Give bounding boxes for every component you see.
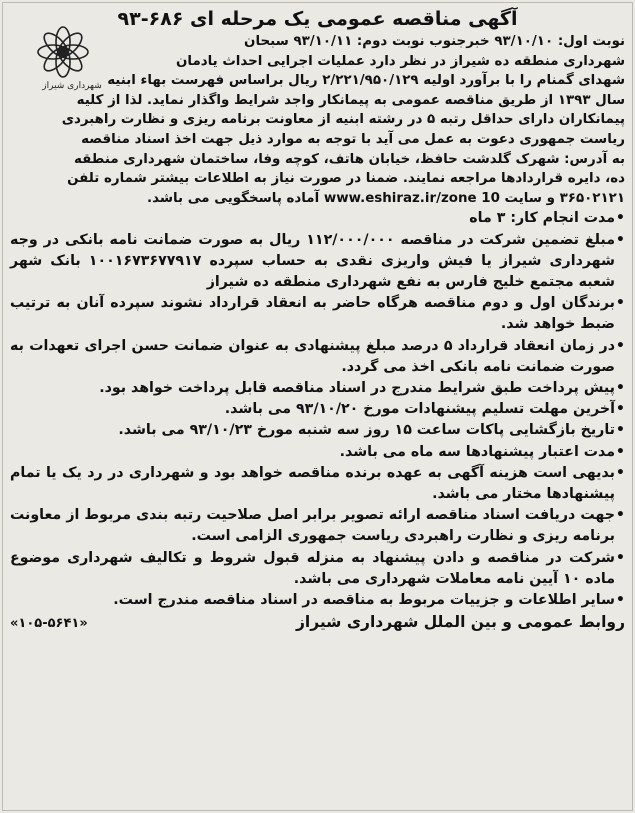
intro-line: شهدای گمنام را با برآورد اولیه ۲/۲۲۱/۹۵۰/۱۲۹ ریال براساس فهرست بهاء ابنیه	[107, 73, 625, 89]
footer-code: «۱۰۵-۵۶۴۱»	[10, 616, 88, 632]
intro-line: به آدرس: شهرک گلدشت حافظ، خیابان هاتف، کوچه وفا، ساختمان شهرداری منطقه	[74, 151, 625, 167]
condition-item: • سایر اطلاعات و جزییات مربوط به مناقصه در اسناد مناقصه مندرج است.	[10, 590, 625, 611]
condition-item: • پیش پرداخت طبق شرایط مندرج در اسناد مناقصه قابل پرداخت خواهد بود.	[10, 378, 625, 399]
condition-item: • برندگان اول و دوم مناقصه هرگاه حاضر به انعقاد قرارداد نشوند سپرده آنان به ترتیب ضبط خواهد شد.	[10, 293, 625, 335]
condition-item: • مدت اعتبار پیشنهادها سه ماه می باشد.	[10, 442, 625, 463]
intro-line: نوبت اول: ۹۳/۱۰/۱۰ خبرجنوب نوبت دوم: ۹۳/۱۰/۱۱ سبحان	[244, 34, 625, 49]
intro-line: سال ۱۳۹۳ از طریق مناقصه عمومی به پیمانکار واجد شرایط واگذار نماید. لذا از کلیه	[76, 92, 625, 108]
intro-line: ده، دایره قراردادها مراجعه نمایند. ضمنا در صورت نیاز به اطلاعات بیشتر شماره تلفن	[67, 171, 625, 187]
condition-item: • جهت دریافت اسناد مناقصه ارائه تصویر برابر اصل صلاحیت رتبه بندی مربوط از معاونت برنامه ریزی و نظارت راهبردی ریاست جمهوری الزامی است.	[10, 505, 625, 547]
intro-line: شهرداری منطقه ده شیراز در نظر دارد عملیات اجرایی احداث یادمان	[176, 53, 625, 69]
notice-title: آگهی مناقصه عمومی یک مرحله ای ۶۸۶-۹۳	[117, 8, 518, 30]
intro-line: ریاست جمهوری دعوت به عمل می آید با توجه به موارد ذیل جهت اخذ اسناد مناقصه	[81, 131, 625, 147]
condition-item: • بدیهی است هزینه آگهی به عهده برنده مناقصه خواهد بود و شهرداری در رد یک یا تمام پیشنهادها مختار می باشد.	[10, 463, 625, 505]
condition-item: • تاریخ بازگشایی پاکات ساعت ۱۵ روز سه شنبه مورخ ۹۳/۱۰/۲۳ می باشد.	[10, 420, 625, 441]
intro-line: پیمانکاران دارای حداقل رتبه ۵ در رشته ابنیه از معاونت برنامه ریزی و نظارت راهبردی	[61, 112, 625, 128]
conditions-list	[10, 208, 625, 611]
logo-caption: شهرداری شیراز	[42, 81, 102, 91]
condition-item: • در زمان انعقاد قرارداد ۵ درصد مبلغ پیشنهادی به عنوان ضمانت حسن اجرای تعهدات به صورت ضمانت نامه بانکی اخذ می گردد.	[10, 336, 625, 378]
notice-footer	[10, 611, 625, 635]
condition-item: • مدت انجام کار: ۳ ماه	[10, 208, 625, 229]
condition-item: • آخرین مهلت تسلیم پیشنهادات مورخ ۹۳/۱۰/۲۰ می باشد.	[10, 399, 625, 420]
condition-item: • مبلغ تضمین شرکت در مناقصه ۱۱۲/۰۰۰/۰۰۰ ریال به صورت ضمانت نامه بانکی در وجه شهرداری شیراز یا فیش واریزی نقدی به حساب سپرده ۱۰۰۱۶۷۳۶۷۷۹۱۷ بانک شهر شعبه مجتمع خلیج فارس به نفع شهرداری منطقه ده شیراز	[10, 230, 625, 294]
footer-signature: روابط عمومی و بین الملل شهرداری شیراز	[295, 613, 625, 632]
shiraz-municipality-logo-icon	[18, 26, 108, 101]
condition-item: • شرکت در مناقصه و دادن پیشنهاد به منزله قبول شروط و تکالیف شهرداری موضوع ماده ۱۰ آیین نامه معاملات شهرداری می باشد.	[10, 548, 625, 590]
intro-line: ۳۶۵۰۲۱۲۱ و سایت www.eshiraz.ir/zone 10 آماده پاسخگویی می باشد.	[147, 190, 625, 206]
